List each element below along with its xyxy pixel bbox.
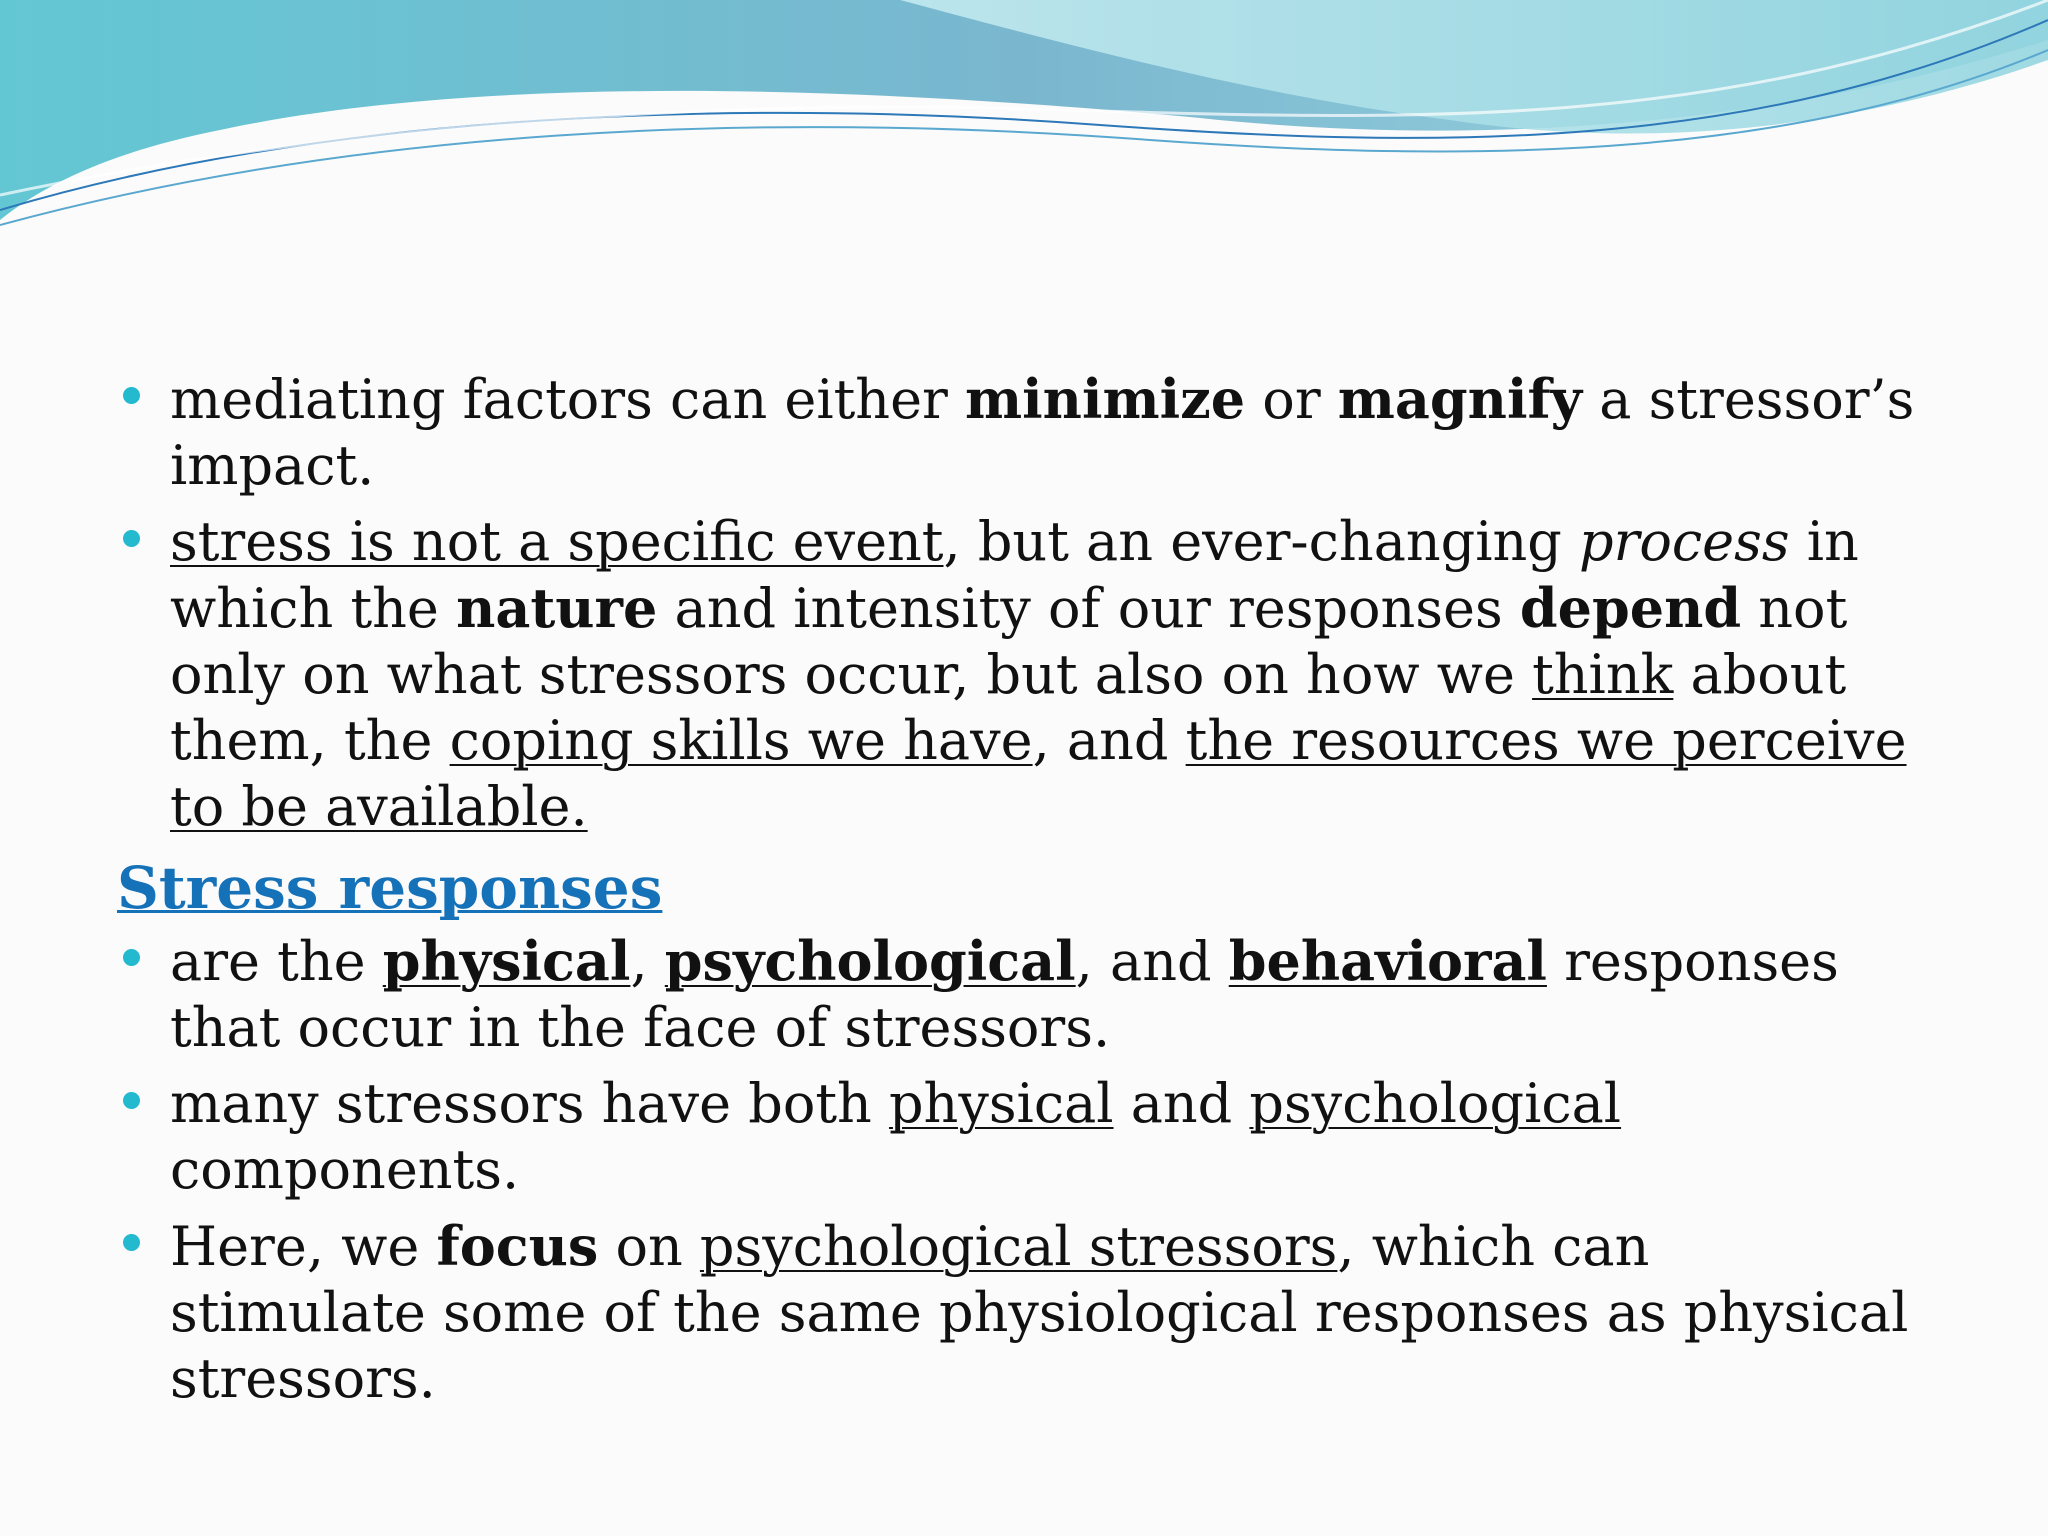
text-segment: are the bbox=[170, 930, 383, 993]
text-segment: psychological bbox=[664, 929, 1076, 993]
text-segment: on bbox=[598, 1215, 700, 1278]
text-segment: think bbox=[1532, 643, 1674, 706]
bullet-item bbox=[117, 1071, 1917, 1203]
bullet-list-mediating bbox=[117, 366, 1917, 840]
text-segment: depend bbox=[1519, 576, 1742, 640]
text-segment: and intensity of our responses bbox=[657, 577, 1520, 640]
bullet-dot-icon bbox=[123, 949, 140, 966]
text-segment: magnify bbox=[1337, 367, 1583, 431]
bullet-list-stress-responses bbox=[117, 928, 1917, 1412]
bullet-dot-icon bbox=[123, 1234, 140, 1251]
text-segment: process bbox=[1579, 510, 1790, 573]
text-segment: psychological bbox=[1249, 1072, 1622, 1135]
bullet-dot-icon bbox=[123, 1092, 140, 1109]
section-heading-stress-responses: Stress responses bbox=[117, 854, 663, 922]
text-segment: psychological stressors bbox=[699, 1215, 1338, 1278]
bullet-item bbox=[117, 509, 1917, 840]
text-segment: components. bbox=[170, 1138, 520, 1201]
text-segment: , but an ever-changing bbox=[943, 510, 1580, 573]
text-segment: focus bbox=[436, 1214, 599, 1278]
bullet-item bbox=[117, 366, 1917, 499]
bullet-item bbox=[117, 928, 1917, 1061]
text-segment: , bbox=[630, 930, 665, 993]
text-segment: in which the bbox=[170, 510, 1859, 640]
bullet-dot-icon bbox=[123, 387, 140, 404]
text-segment: or bbox=[1245, 368, 1338, 431]
text-segment: not only on what stressors occur, but also on how we bbox=[170, 577, 1848, 706]
slide-content bbox=[117, 366, 1917, 1422]
text-segment: , and bbox=[1032, 709, 1186, 772]
bullet-dot-icon bbox=[123, 530, 140, 547]
header-wave-decoration bbox=[0, 0, 2048, 260]
text-segment: coping skills we have bbox=[449, 709, 1033, 772]
text-segment: responses that occur in the face of stressors. bbox=[170, 930, 1839, 1059]
text-segment: a stressor’s impact. bbox=[170, 368, 1915, 497]
text-segment: behavioral bbox=[1228, 929, 1547, 993]
text-segment: many stressors have both bbox=[170, 1072, 889, 1135]
text-segment: physical bbox=[888, 1072, 1114, 1135]
text-segment: and bbox=[1113, 1072, 1250, 1135]
text-segment: minimize bbox=[965, 367, 1246, 431]
text-segment: Here, we bbox=[170, 1215, 437, 1278]
text-segment: the resources we perceive to be available. bbox=[170, 709, 1907, 838]
text-segment: , which can stimulate some of the same physiological responses as physical stressors. bbox=[170, 1215, 1909, 1410]
text-segment: physical bbox=[382, 929, 631, 993]
text-segment: about them, the bbox=[170, 643, 1847, 772]
text-segment: mediating factors can either bbox=[170, 368, 966, 431]
bullet-item bbox=[117, 1213, 1917, 1412]
text-segment: nature bbox=[456, 576, 658, 640]
text-segment: , and bbox=[1075, 930, 1229, 993]
text-segment: stress is not a specific event bbox=[170, 510, 944, 573]
